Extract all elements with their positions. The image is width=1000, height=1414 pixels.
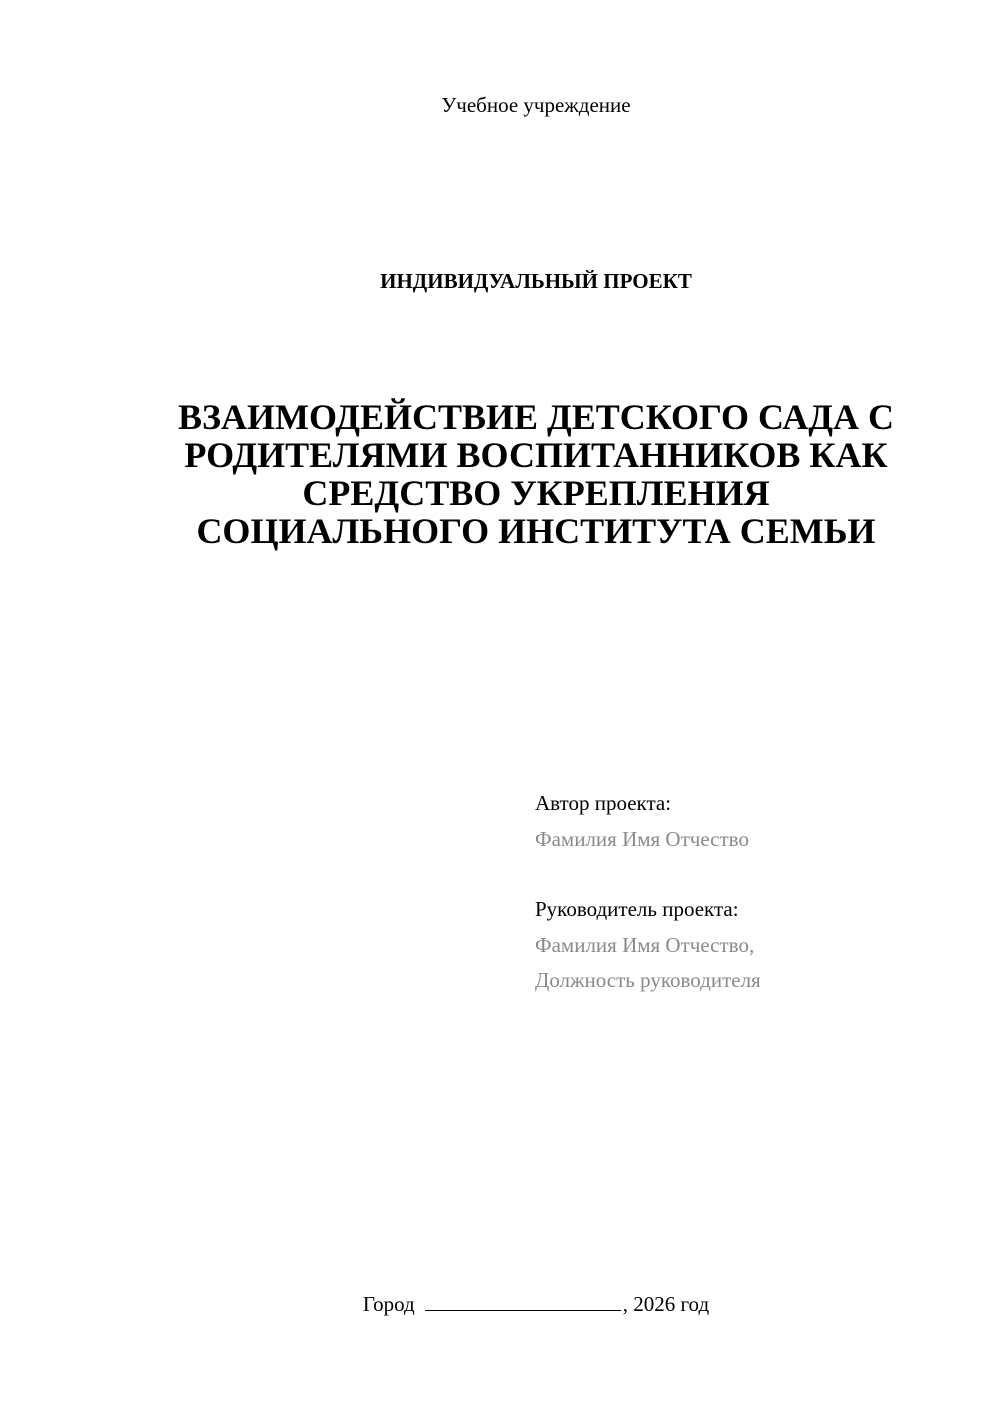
city-blank-line — [425, 1290, 621, 1311]
author-label: Автор проекта: — [535, 791, 672, 815]
project-type-heading: ИНДИВИДУАЛЬНЫЙ ПРОЕКТ — [380, 269, 692, 293]
institution-name: Учебное учреждение — [441, 93, 631, 117]
author-block — [535, 790, 975, 852]
supervisor-name-placeholder: Фамилия Имя Отчество, — [535, 933, 755, 957]
project-title — [130, 398, 942, 550]
year-text: , 2026 год — [622, 1292, 710, 1316]
project-title-line: РОДИТЕЛЯМИ ВОСПИТАННИКОВ КАК — [184, 435, 888, 475]
supervisor-block — [535, 896, 975, 993]
supervisor-label: Руководитель проекта: — [535, 897, 739, 921]
city-label: Город — [362, 1292, 415, 1316]
author-name-placeholder: Фамилия Имя Отчество — [535, 827, 749, 851]
project-title-line: ВЗАИМОДЕЙСТВИЕ ДЕТСКОГО САДА С — [178, 397, 894, 437]
city-year-line — [0, 1290, 1000, 1317]
project-title-line: СРЕДСТВО УКРЕПЛЕНИЯ — [302, 473, 770, 513]
project-title-line: СОЦИАЛЬНОГО ИНСТИТУТА СЕМЬИ — [196, 511, 876, 551]
supervisor-position-placeholder: Должность руководителя — [535, 968, 761, 992]
